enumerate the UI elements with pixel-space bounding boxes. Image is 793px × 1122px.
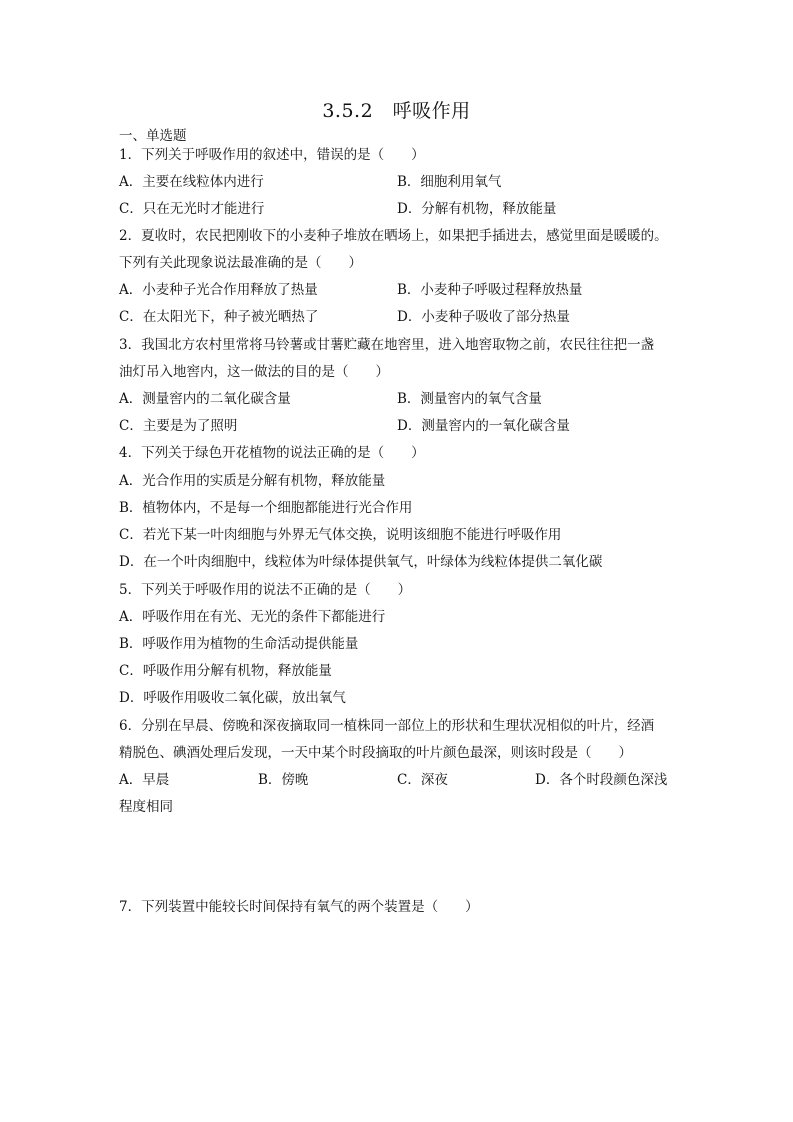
question-2-option-d: D．小麦种子吸收了部分热量 xyxy=(397,309,570,325)
question-2-option-c: C．在太阳光下，种子被光晒热了 xyxy=(119,309,319,325)
page-title: 3.5.2 呼吸作用 xyxy=(322,100,471,122)
question-3-stem-line-2: 油灯吊入地窖内，这一做法的目的是（ ） xyxy=(119,364,389,380)
question-4-option-b: B．植物体内，不是每一个细胞都能进行光合作用 xyxy=(119,500,413,516)
question-7-stem: 7．下列装置中能较长时间保持有氧气的两个装置是（ ） xyxy=(119,899,479,915)
question-2-option-a: A．小麦种子光合作用释放了热量 xyxy=(119,282,318,298)
question-3-option-a: A．测量窖内的二氧化碳含量 xyxy=(119,391,291,407)
question-6-stem-line-2: 精脱色、碘酒处理后发现，一天中某个时段摘取的叶片颜色最深，则该时段是（ ） xyxy=(119,745,632,761)
question-1-stem: 1．下列关于呼吸作用的叙述中，错误的是（ ） xyxy=(119,147,425,163)
question-3-stem-line-1: 3．我国北方农村里常将马铃薯或甘薯贮藏在地窖里，进入地窖取物之前，农民往往把一盏 xyxy=(119,337,655,353)
question-1-option-a: A．主要在线粒体内进行 xyxy=(119,174,264,190)
question-3-option-c: C．主要是为了照明 xyxy=(119,418,238,434)
question-6-option-d: D．各个时段颜色深浅 xyxy=(535,772,668,788)
question-1-option-d: D．分解有机物，释放能量 xyxy=(397,201,557,217)
question-1-option-b: B．细胞利用氧气 xyxy=(397,174,502,190)
question-1-option-c: C．只在无光时才能进行 xyxy=(119,201,265,217)
question-4-option-d: D．在一个叶肉细胞中，线粒体为叶绿体提供氧气，叶绿体为线粒体提供二氧化碳 xyxy=(119,554,603,570)
question-3-option-b: B．测量窖内的氧气含量 xyxy=(397,391,542,407)
question-5-option-b: B．呼吸作用为植物的生命活动提供能量 xyxy=(119,636,359,652)
question-5-option-d: D．呼吸作用吸收二氧化碳，放出氧气 xyxy=(119,690,346,706)
question-4-option-c: C．若光下某一叶肉细胞与外界无气体交换，说明该细胞不能进行呼吸作用 xyxy=(119,527,562,543)
question-6-option-d-continuation: 程度相同 xyxy=(119,799,173,815)
question-4-stem: 4．下列关于绿色开花植物的说法正确的是（ ） xyxy=(119,445,425,461)
question-2-option-b: B．小麦种子呼吸过程释放热量 xyxy=(397,282,583,298)
question-6-stem-line-1: 6．分别在早晨、傍晚和深夜摘取同一植株同一部位上的形状和生理状况相似的叶片，经酒 xyxy=(119,718,655,734)
question-6-option-c: C．深夜 xyxy=(397,772,448,788)
question-6-option-a: A．早晨 xyxy=(119,772,170,788)
question-3-option-d: D．测量窖内的一氧化碳含量 xyxy=(397,418,570,434)
question-2-stem-line-2: 下列有关此现象说法最准确的是（ ） xyxy=(119,255,362,271)
question-5-option-a: A．呼吸作用在有光、无光的条件下都能进行 xyxy=(119,609,386,625)
question-4-option-a: A．光合作用的实质是分解有机物，释放能量 xyxy=(119,473,386,489)
question-5-stem: 5．下列关于呼吸作用的说法不正确的是（ ） xyxy=(119,582,412,598)
question-2-stem-line-1: 2．夏收时，农民把刚收下的小麦种子堆放在晒场上，如果把手插进去，感觉里面是暖暖的。 xyxy=(119,228,668,244)
question-6-option-b: B．傍晚 xyxy=(258,772,309,788)
question-5-option-c: C．呼吸作用分解有机物，释放能量 xyxy=(119,663,332,679)
section-heading: 一、单选题 xyxy=(119,128,187,144)
